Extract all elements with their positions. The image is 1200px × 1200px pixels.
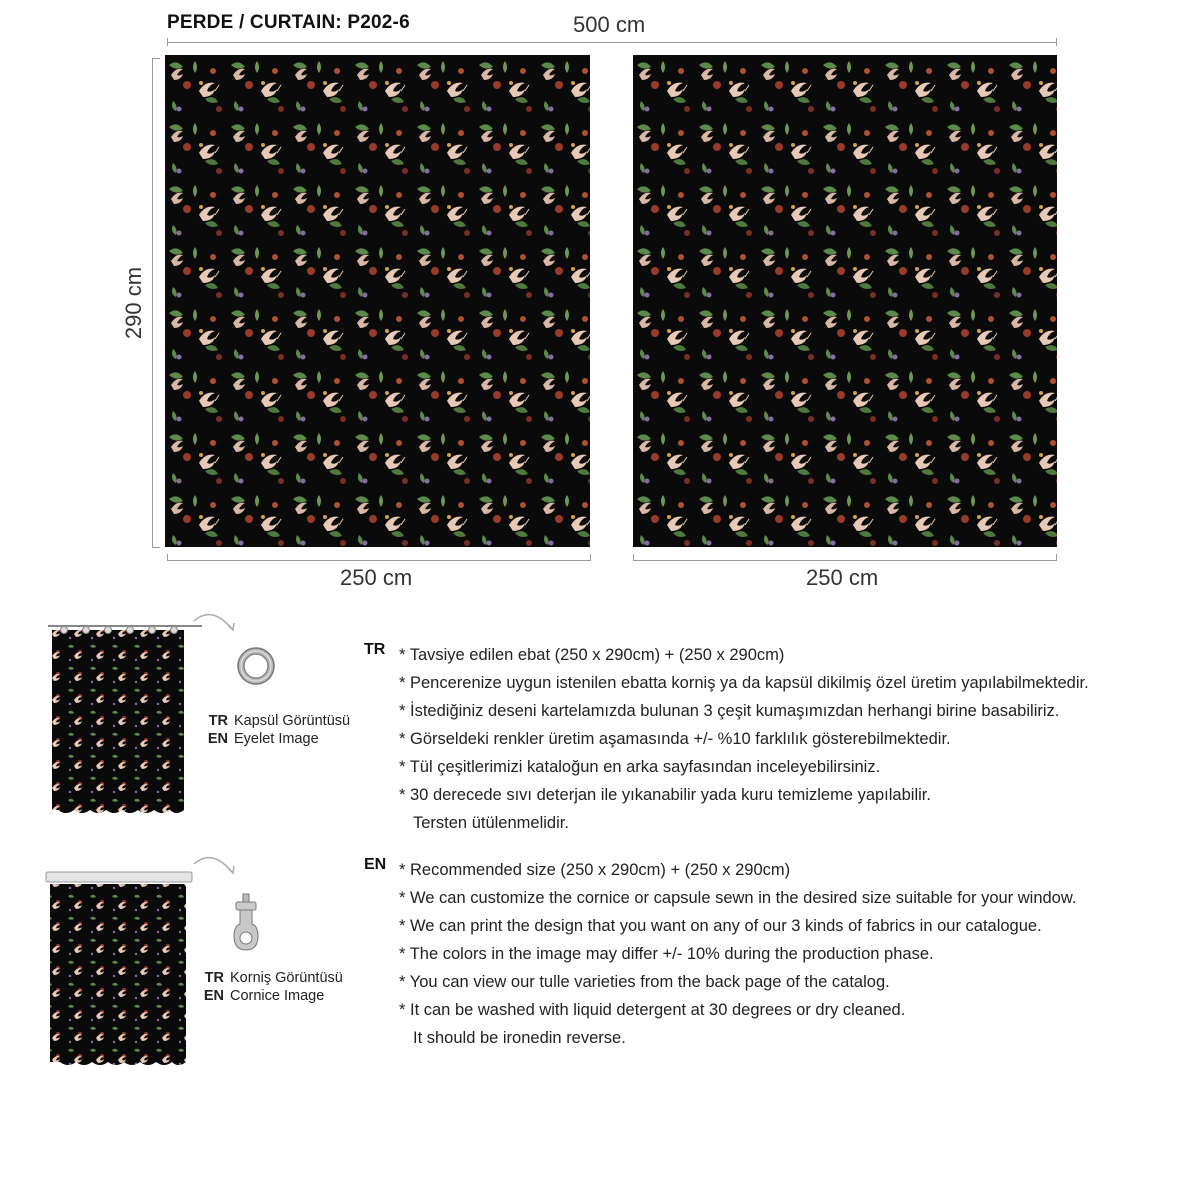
- curtain-panel-left: [165, 55, 590, 547]
- eyelet-curtain-thumbnail: [44, 620, 204, 820]
- dimension-tick: [590, 554, 591, 561]
- panel-left-width-label: 250 cm: [340, 565, 413, 590]
- list-item: It should be ironedin reverse.: [413, 1029, 626, 1047]
- tr-notes-list: [399, 641, 1089, 837]
- list-item: * It can be washed with liquid detergent at 30 degrees or dry cleaned.: [399, 1001, 906, 1019]
- dimension-tick: [152, 547, 160, 548]
- dimension-tick: [1056, 554, 1057, 561]
- list-item: * Tavsiye edilen ebat (250 x 290cm) + (250 x 290cm): [399, 646, 785, 664]
- curtain-panel-right: [633, 55, 1057, 547]
- panel-right-width-label: 250 cm: [806, 565, 879, 590]
- cornice-caption: [196, 969, 343, 1005]
- en-notes-list: [399, 856, 1076, 1052]
- list-item: * İstediğiniz deseni kartelamızda bulunan 3 çeşit kumaşımızdan herhangi birine basabiliriz.: [399, 702, 1060, 720]
- page-title: PERDE / CURTAIN: P202-6: [167, 12, 410, 33]
- dimension-tick: [633, 554, 634, 561]
- total-width-label: 500 cm: [573, 12, 646, 37]
- list-item: * You can view our tulle varieties from the back page of the catalog.: [399, 973, 890, 991]
- cornice-curtain-thumbnail: [44, 870, 204, 1070]
- eyelet-label-tr: Kapsül Görüntüsü: [234, 713, 351, 729]
- cornice-hook-icon: [230, 892, 262, 954]
- eyelet-ring-icon: [234, 644, 278, 688]
- height-label: 290 cm: [121, 266, 146, 340]
- lang-code-tr: TR: [208, 713, 228, 729]
- eyelet-label-en: Eyelet Image: [234, 731, 319, 747]
- list-item: Tersten ütülenmelidir.: [413, 814, 569, 832]
- list-item: * We can print the design that you want on any of our 3 kinds of fabrics in our catalogue.: [399, 917, 1042, 935]
- cornice-label-en: Cornice Image: [230, 988, 325, 1004]
- lang-code-en: EN: [207, 731, 228, 747]
- list-item: * Pencerenize uygun istenilen ebatta korniş ya da kapsül dikilmiş özel üretim yapılabilmektedir.: [399, 674, 1089, 692]
- lang-code-en: EN: [203, 988, 224, 1004]
- lang-code-tr: TR: [204, 970, 224, 986]
- dimension-tick: [152, 58, 160, 59]
- list-item: * Recommended size (250 x 290cm) + (250 x 290cm): [399, 861, 791, 879]
- list-item: * 30 derecede sıvı deterjan ile yıkanabilir yada kuru temizleme yapılabilir.: [399, 786, 931, 804]
- tr-section-code: TR: [364, 641, 386, 658]
- dimension-tick: [167, 554, 168, 561]
- en-section-code: EN: [364, 856, 387, 873]
- list-item: * Görseldeki renkler üretim aşamasında +/- %10 farklılık gösterebilmektedir.: [399, 730, 951, 748]
- total-width-line: [167, 42, 1057, 43]
- curved-arrow-icon: [190, 848, 240, 878]
- dimension-tick: [167, 38, 168, 46]
- height-line: [152, 58, 153, 548]
- eyelet-caption: [200, 712, 350, 748]
- panel-right-width-line: [633, 560, 1057, 561]
- list-item: * We can customize the cornice or capsule sewn in the desired size suitable for your window.: [399, 889, 1077, 907]
- dimension-tick: [1056, 38, 1057, 46]
- curved-arrow-icon: [190, 605, 240, 635]
- list-item: * The colors in the image may differ +/- 10% during the production phase.: [399, 945, 934, 963]
- list-item: * Tül çeşitlerimizi kataloğun en arka sayfasından inceleyebilirsiniz.: [399, 758, 881, 776]
- cornice-label-tr: Korniş Görüntüsü: [230, 970, 343, 986]
- panel-left-width-line: [167, 560, 591, 561]
